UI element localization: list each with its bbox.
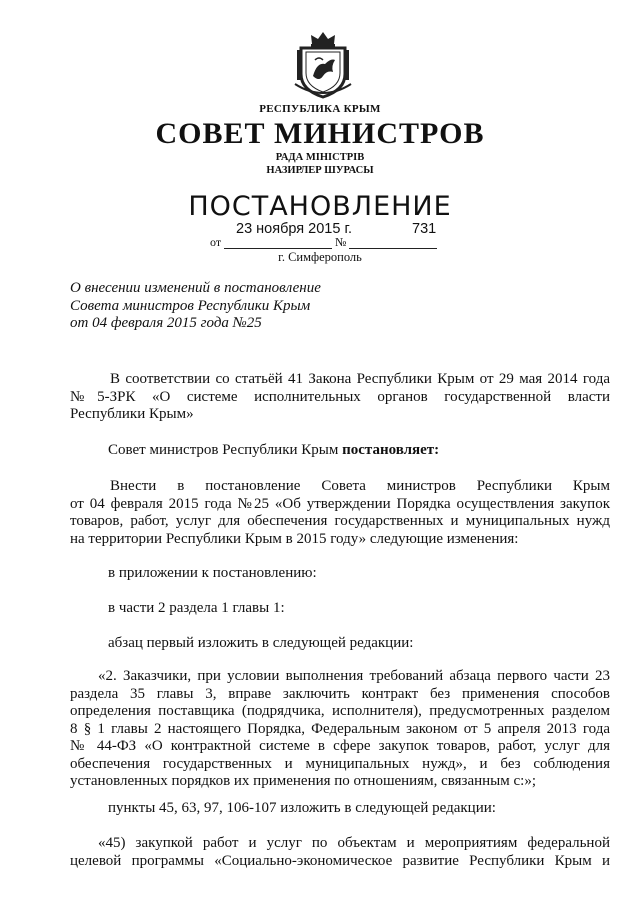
paragraph-line: на территории Республики Крым в 2015 году» следующие изменения: <box>70 530 519 547</box>
paragraph-line: определения поставщика (подрядчика, исполнителя), предусмотренных разделом <box>70 703 610 719</box>
resolution-text: Совет министров Республики Крым <box>108 442 343 458</box>
subject-line: от 04 февраля 2015 года №25 <box>70 315 262 331</box>
section-reference: в части 2 раздела 1 главы 1: <box>108 600 285 616</box>
number-label: № <box>335 235 347 249</box>
document-type-title: ПОСТАНОВЛЕНИЕ <box>188 191 452 222</box>
points-instruction: пункты 45, 63, 97, 106-107 изложить в следующей редакции: <box>108 800 496 816</box>
subject-line: Совета министров Республики Крым <box>70 297 311 314</box>
appendix-reference: в приложении к постановлению: <box>108 565 317 581</box>
edit-instruction: абзац первый изложить в следующей редакции: <box>108 635 414 651</box>
resolution-statement <box>108 442 439 459</box>
date-label: от <box>210 235 222 249</box>
council-title-crimean-tatar: НАЗИРЛЕР ШУРАСЫ <box>266 165 374 176</box>
paragraph-line: Республики Крым» <box>70 406 194 422</box>
paragraph-line: целевой программы «Социально-экономическое развитие Республики Крым и <box>70 852 610 869</box>
paragraph-line: товаров, работ, услуг для обеспечения государственных и муниципальных нужд <box>70 513 610 529</box>
paragraph-line: обеспечения государственных и муниципальных нужд», и без соблюдения <box>70 755 610 772</box>
resolution-keyword: постановляет: <box>342 442 440 458</box>
quoted-point-45 <box>70 835 610 870</box>
council-title-ukrainian: РАДА МІНІСТРІВ <box>275 152 365 163</box>
paragraph-line: Внести в постановление Совета министров Республики Крым <box>110 478 610 494</box>
subject-line: О внесении изменений в постановление <box>70 280 321 296</box>
decree-date: 23 ноября 2015 г. <box>236 221 352 237</box>
number-underline <box>349 248 437 249</box>
decree-subject <box>70 280 321 333</box>
preamble-paragraph <box>70 371 610 424</box>
amendment-paragraph <box>70 478 610 548</box>
city: г. Симферополь <box>278 250 362 264</box>
paragraph-line: №5-ЗРК «О системе исполнительных органов государственной власти <box>70 388 610 405</box>
paragraph-line: № 44-ФЗ «О контрактной системе в сфере закупок товаров, работ, услуг для <box>70 738 610 754</box>
crimea-coat-of-arms-icon <box>293 30 353 100</box>
paragraph-line: раздела 35 главы 3, вправе заключить контракт без применения способов <box>70 685 610 702</box>
paragraph-line: установленных порядков их применения по отношениям, связанным с:»; <box>70 773 536 789</box>
republic-name: РЕСПУБЛИКА КРЫМ <box>259 103 381 115</box>
council-title: СОВЕТ МИНИСТРОВ <box>155 117 485 150</box>
paragraph-line: от 04 февраля 2015 года №25 «Об утверждении Порядка осуществления закупок <box>70 495 610 512</box>
paragraph-line: В соответствии со статьёй 41 Закона Республики Крым от 29 мая 2014 года <box>110 371 610 387</box>
paragraph-line: 8 § 1 главы 2 настоящего Порядка, Федеральным законом от 5 апреля 2013 года <box>70 720 610 737</box>
date-underline <box>224 248 332 249</box>
paragraph-line: «2. Заказчики, при условии выполнения требований абзаца первого части 23 <box>98 668 610 684</box>
paragraph-line: «45) закупкой работ и услуг по объектам и мероприятиям федеральной <box>98 835 610 851</box>
decree-number: 731 <box>412 221 437 237</box>
quoted-clause-2 <box>70 668 610 791</box>
